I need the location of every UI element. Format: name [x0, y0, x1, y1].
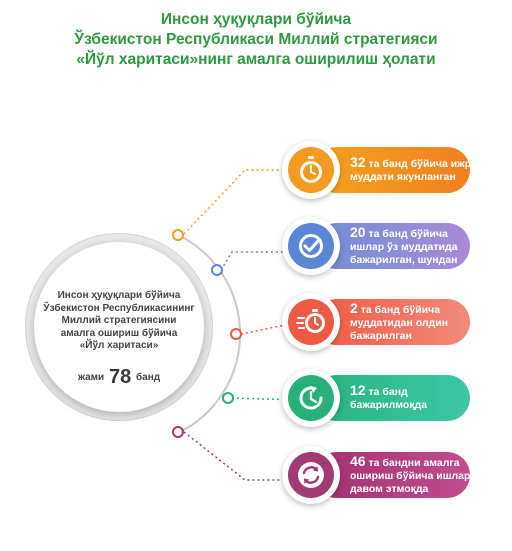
badge-4	[282, 369, 340, 427]
center-line-3: Миллий стратегиясини	[61, 315, 177, 326]
card-5-line-2: ошириш бўйича ишлар	[350, 469, 471, 482]
badge-1	[282, 141, 340, 199]
title-line-3: «Йўл харитаси»нинг амалга оширилиш ҳолати	[76, 51, 436, 68]
badge-5	[282, 446, 340, 504]
node-3	[231, 329, 241, 339]
card-4-line-1: та банд	[365, 386, 408, 398]
node-2	[212, 265, 222, 275]
card-4-value: 12	[350, 382, 366, 398]
center-description	[34, 290, 204, 353]
badge-2	[282, 217, 340, 275]
check-clock-icon	[296, 231, 326, 261]
total-count	[34, 366, 204, 389]
card-4-line-2: бажарилмоқда	[350, 399, 428, 411]
card-5-line-1: та бандни амалга	[365, 456, 460, 469]
center-line-2: Ўзбекистон Республикасининг	[43, 302, 195, 314]
center-line-1: Инсон ҳуқуқлари бўйича	[57, 290, 181, 301]
total-value: 78	[108, 366, 132, 388]
refresh-arrows-icon	[296, 460, 326, 490]
card-2-line-3: бажарилган, шундан	[350, 253, 458, 266]
title-line-1: Инсон ҳуқуқлари бўйича	[160, 11, 352, 28]
node-1	[173, 230, 183, 240]
clock-arrow-icon	[296, 383, 326, 413]
total-suffix: банд	[136, 372, 161, 383]
total-prefix: жами	[77, 372, 105, 383]
center-line-5: «Йўл харитаси»	[79, 340, 159, 351]
card-3-line-2: муддатидан олдин	[350, 316, 449, 329]
center-line-4: амалга ошириш бўйича	[60, 327, 178, 339]
card-3-line-3: бажарилган	[350, 329, 412, 342]
fast-timer-icon	[296, 307, 326, 337]
card-1-line-1: та банд бўйича ижро	[365, 158, 478, 170]
card-5-value: 46	[350, 452, 366, 469]
card-3-line-1: та банд бўйича	[357, 303, 441, 316]
badge-3	[282, 293, 340, 351]
card-1-value: 32	[350, 154, 366, 170]
card-3-value: 2	[350, 299, 358, 316]
node-5	[173, 427, 183, 437]
card-1-line-2: муддати якунланган	[350, 171, 456, 183]
node-4	[223, 393, 233, 403]
connector-1	[184, 170, 300, 234]
card-2-line-1: та банд бўйича	[365, 227, 448, 240]
stopwatch-icon	[296, 155, 326, 185]
title-line-2: Ўзбекистон Республикаси Миллий стратегияси	[74, 31, 438, 48]
card-2-value: 20	[350, 223, 366, 240]
card-2-line-2: ишлар ўз муддатида	[350, 240, 458, 253]
card-5-line-3: давом этмоқда	[350, 482, 429, 495]
center-circle	[34, 242, 204, 412]
